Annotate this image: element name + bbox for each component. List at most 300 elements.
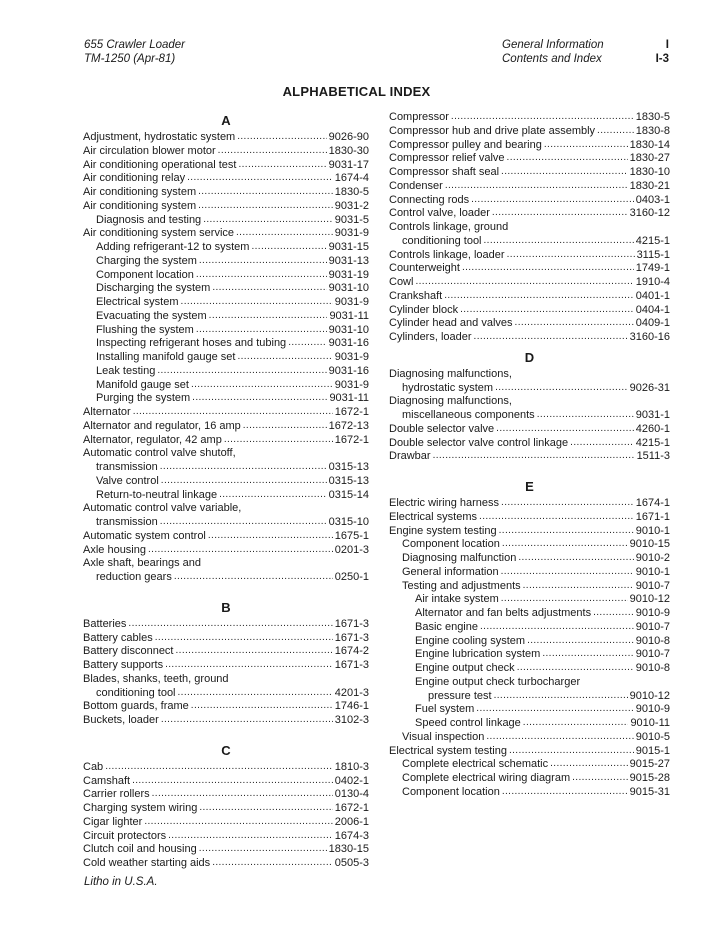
index-entry	[83, 392, 369, 406]
dot-leader	[187, 171, 333, 185]
index-entry	[389, 786, 670, 800]
index-entry	[389, 111, 670, 125]
entry-page-ref: 9010-7	[635, 579, 670, 592]
index-entry	[389, 621, 670, 635]
index-entry	[389, 497, 670, 511]
entry-topic: reduction gears	[96, 571, 172, 583]
index-entry	[83, 461, 369, 475]
entry-page-ref: 9031-9	[334, 351, 369, 363]
entry-topic: Complete electrical wiring diagram	[402, 772, 571, 784]
entry-topic: Air conditioning operational test	[83, 158, 237, 171]
entry-page-ref: 1672-1	[334, 802, 369, 814]
index-letter-heading: E	[525, 479, 534, 494]
dot-leader	[451, 110, 634, 124]
index-entry	[389, 607, 670, 621]
entry-page-ref: 9031-19	[328, 268, 369, 281]
entry-page-ref: 1830-8	[635, 124, 670, 137]
dot-leader	[165, 658, 333, 672]
index-entry	[389, 368, 670, 382]
index-entry	[83, 434, 369, 448]
dot-leader	[133, 405, 333, 419]
index-entry	[389, 580, 670, 594]
index-entry	[83, 816, 369, 830]
entry-topic: Controls linkage, ground	[389, 221, 509, 233]
entry-page-ref: 0201-3	[334, 543, 369, 556]
dot-leader	[523, 579, 634, 593]
entry-topic: Diagnosing malfunctions,	[389, 367, 512, 380]
entry-page-ref: 1830-21	[629, 179, 670, 192]
index-entry	[389, 125, 670, 139]
entry-page-ref: 9010-12	[629, 689, 670, 702]
index-entry	[83, 406, 369, 420]
dot-leader	[527, 634, 634, 648]
entry-topic: Engine system testing	[389, 524, 497, 537]
index-entry	[389, 382, 670, 396]
entry-page-ref: 0315-13	[328, 461, 369, 473]
entry-topic: Engine output check turbocharger	[415, 675, 581, 688]
dot-leader	[509, 744, 634, 758]
dot-leader	[471, 193, 634, 207]
index-entry	[83, 131, 369, 145]
dot-leader	[460, 303, 634, 317]
entry-topic: Component location	[96, 268, 194, 281]
dot-leader	[161, 713, 333, 727]
entry-page-ref: 9031-2	[334, 199, 369, 212]
entry-page-ref: 1830-10	[629, 166, 670, 178]
dot-leader	[199, 254, 327, 268]
dot-leader	[155, 631, 333, 645]
index-entry	[389, 745, 670, 759]
dot-leader	[208, 529, 333, 543]
index-entry	[83, 447, 369, 461]
dot-leader	[518, 551, 633, 565]
dot-leader	[160, 460, 327, 474]
entry-topic: Battery disconnect	[83, 645, 174, 658]
entry-page-ref: 1674-4	[334, 172, 369, 185]
dot-leader	[144, 815, 332, 829]
entry-page-ref: 9031-9	[334, 227, 369, 240]
index-entry	[83, 802, 369, 816]
index-entry	[83, 324, 369, 338]
index-column-right	[389, 111, 670, 800]
entry-page-ref: 9015-28	[629, 772, 670, 784]
index-entry	[83, 775, 369, 789]
dot-leader	[212, 856, 333, 870]
entry-page-ref: 0409-1	[635, 317, 670, 330]
entry-page-ref: 9031-16	[328, 364, 369, 377]
entry-page-ref: 1674-1	[635, 497, 670, 509]
index-entry	[83, 296, 369, 310]
entry-page-ref: 0505-3	[334, 857, 369, 869]
entry-page-ref: 3115-1	[636, 248, 670, 261]
index-entry	[389, 690, 670, 704]
dot-leader	[495, 381, 628, 395]
entry-topic: Automatic control valve variable,	[83, 502, 242, 515]
dot-leader	[160, 515, 327, 529]
dot-leader	[474, 330, 628, 344]
entry-topic: Air circulation blower motor	[83, 144, 216, 157]
index-entry	[83, 159, 369, 173]
dot-leader	[462, 261, 634, 275]
dot-leader	[502, 537, 628, 551]
index-entry	[389, 207, 670, 221]
dot-leader	[550, 757, 628, 771]
index-letter-heading: A	[221, 113, 231, 128]
index-entry	[83, 700, 369, 714]
entry-topic: Connecting rods	[389, 193, 470, 206]
entry-topic: Cab	[83, 760, 104, 773]
index-entry	[83, 530, 369, 544]
entry-page-ref: 1674-2	[334, 645, 369, 658]
entry-topic: Condenser	[389, 179, 443, 192]
entry-page-ref: 9010-1	[635, 524, 670, 537]
entry-topic: Alternator and regulator, 16 amp	[83, 419, 241, 432]
dot-leader	[479, 510, 634, 524]
index-entry	[83, 475, 369, 489]
entry-topic: Visual inspection	[402, 730, 485, 743]
dot-leader	[148, 543, 333, 557]
entry-topic: Component location	[402, 538, 500, 551]
dot-leader	[444, 289, 634, 303]
index-entry	[389, 450, 670, 464]
section-spacer	[389, 464, 670, 474]
entry-page-ref: 1830-14	[629, 138, 670, 151]
entry-page-ref: 9010-8	[635, 662, 670, 674]
index-entry	[389, 317, 670, 331]
index-entry	[389, 566, 670, 580]
subsection-title: Contents and Index	[502, 53, 602, 65]
index-entry	[389, 525, 670, 539]
dot-leader	[192, 391, 327, 405]
entry-page-ref: 0401-1	[635, 289, 670, 302]
header-right	[651, 38, 669, 66]
entry-topic: Cylinder block	[389, 303, 459, 316]
section-spacer	[83, 585, 369, 595]
entry-topic: Batteries	[83, 617, 127, 630]
index-entry	[83, 241, 369, 255]
dot-leader	[501, 496, 634, 510]
dot-leader	[501, 165, 628, 179]
entry-page-ref: 2006-1	[334, 815, 369, 828]
header-center	[502, 38, 604, 66]
entry-topic: Basic engine	[415, 620, 478, 633]
entry-topic: Axle shaft, bearings and	[83, 557, 202, 570]
entry-topic: Air conditioning system	[83, 186, 197, 198]
entry-topic: Axle housing	[83, 543, 146, 556]
entry-topic: Cowl	[389, 276, 414, 288]
entry-page-ref: 3102-3	[334, 714, 369, 726]
entry-topic: Discharging the system	[96, 282, 211, 295]
section-title: General Information	[502, 39, 604, 51]
entry-page-ref: 9031-10	[328, 323, 369, 336]
entry-page-ref: 9010-11	[630, 717, 670, 729]
entry-topic: Evacuating the system	[96, 309, 207, 322]
entry-topic: Cigar lighter	[83, 815, 143, 828]
entry-topic: Double selector valve	[389, 422, 495, 435]
dot-leader	[507, 248, 635, 262]
entry-page-ref: 1511-3	[636, 450, 670, 463]
index-entry	[389, 635, 670, 649]
dot-leader	[198, 199, 333, 213]
entry-topic: Alternator and fan belts adjustments	[415, 607, 592, 619]
entry-page-ref: 0315-14	[328, 488, 369, 501]
dot-leader	[542, 647, 633, 661]
entry-page-ref: 3160-12	[629, 207, 670, 220]
entry-topic: Flushing the system	[96, 323, 194, 336]
dot-leader	[288, 336, 326, 350]
dot-leader	[484, 234, 634, 248]
index-entry	[389, 676, 670, 690]
entry-topic: Air conditioning system	[83, 199, 197, 212]
entry-topic: Cylinders, loader	[389, 331, 472, 343]
entry-topic: transmission	[96, 516, 158, 528]
entry-topic: Compressor shaft seal	[389, 166, 500, 178]
entry-topic: Engine cooling system	[415, 634, 526, 647]
dot-leader	[181, 295, 333, 309]
index-entry	[83, 502, 369, 516]
dot-leader	[494, 689, 628, 703]
entry-topic: Fuel system	[415, 703, 475, 716]
entry-page-ref: 1810-3	[334, 760, 369, 773]
index-entry	[83, 714, 369, 728]
index-entry	[389, 166, 670, 180]
entry-page-ref: 9031-13	[328, 254, 369, 267]
entry-topic: Inspecting refrigerant hoses and tubing	[96, 337, 287, 350]
dot-leader	[128, 617, 332, 631]
index-letter-heading: D	[524, 349, 535, 365]
entry-topic: Counterweight	[389, 262, 460, 275]
entry-topic: Clutch coil and housing	[83, 843, 197, 856]
entry-topic: Electric wiring harness	[389, 497, 500, 509]
entry-page-ref: 1671-3	[334, 659, 369, 671]
entry-page-ref: 9010-2	[635, 552, 670, 564]
dot-leader	[238, 158, 326, 172]
index-entry	[389, 139, 670, 153]
entry-topic: Testing and adjustments	[402, 579, 521, 592]
manual-number: TM-1250 (Apr-81)	[84, 53, 176, 65]
entry-topic: Carrier rollers	[83, 788, 150, 801]
dot-leader	[415, 275, 633, 289]
entry-page-ref: 1749-1	[635, 262, 670, 275]
index-entry	[83, 145, 369, 159]
entry-topic: Crankshaft	[389, 289, 443, 302]
index-entry	[389, 538, 670, 552]
entry-page-ref: 1672-1	[334, 406, 369, 418]
index-entry	[389, 194, 670, 208]
index-entry	[389, 758, 670, 772]
index-entry	[389, 409, 670, 423]
index-entry	[389, 662, 670, 676]
entry-topic: Air conditioning relay	[83, 172, 186, 185]
manual-title: 655 Crawler Loader	[84, 39, 186, 51]
index-entry	[83, 255, 369, 269]
entry-topic: Automatic system control	[83, 529, 206, 542]
entry-topic: Engine lubrication system	[415, 648, 541, 661]
entry-topic: Battery cables	[83, 631, 153, 644]
entry-page-ref: 0404-1	[635, 303, 670, 316]
dot-leader	[237, 350, 332, 364]
index-entry	[389, 552, 670, 566]
entry-page-ref: 1910-4	[635, 276, 670, 288]
index-letter-heading: B	[221, 599, 231, 615]
entry-topic: Camshaft	[83, 774, 131, 787]
entry-page-ref: 4260-1	[635, 422, 670, 435]
dot-leader	[572, 771, 628, 785]
entry-topic: Engine output check	[415, 662, 515, 674]
index-entry	[389, 331, 670, 345]
index-letter-heading: C	[221, 742, 231, 758]
index-entry	[389, 276, 670, 290]
entry-topic: Manifold gauge set	[96, 378, 189, 391]
index-entry	[83, 632, 369, 646]
entry-topic: Air intake system	[415, 593, 499, 606]
dot-leader	[174, 570, 333, 584]
dot-leader	[219, 488, 327, 502]
entry-topic: Compressor	[389, 111, 449, 123]
entry-topic: Diagnosis and testing	[96, 213, 202, 226]
entry-page-ref: 1675-1	[334, 529, 369, 542]
entry-topic: Component location	[402, 785, 500, 798]
dot-leader	[593, 606, 634, 620]
entry-page-ref: 9010-15	[629, 538, 670, 551]
entry-topic: Installing manifold gauge set	[96, 351, 236, 363]
dot-leader	[496, 422, 634, 436]
index-entry	[389, 423, 670, 437]
entry-page-ref: 9010-7	[635, 648, 670, 661]
index-entry	[83, 687, 369, 701]
entry-topic: Blades, shanks, teeth, ground	[83, 672, 229, 685]
entry-topic: Compressor relief valve	[389, 152, 505, 165]
index-entry	[83, 788, 369, 802]
index-entry	[83, 557, 369, 571]
entry-topic: Circuit protectors	[83, 829, 167, 842]
footer-note: Litho in U.S.A.	[84, 876, 158, 888]
dot-leader	[445, 179, 628, 193]
index-entry	[83, 282, 369, 296]
dot-leader	[515, 316, 634, 330]
index-entry	[389, 262, 670, 276]
dot-leader	[224, 433, 333, 447]
entry-topic: Charging system wiring	[83, 802, 198, 814]
entry-page-ref: 9031-5	[334, 213, 369, 226]
dot-leader	[507, 151, 628, 165]
dot-leader	[209, 309, 328, 323]
dot-leader	[523, 716, 629, 730]
dot-leader	[198, 185, 333, 199]
dot-leader	[203, 213, 333, 227]
entry-page-ref: 1746-1	[334, 700, 369, 713]
entry-topic: Return-to-neutral linkage	[96, 488, 218, 501]
dot-leader	[501, 592, 628, 606]
entry-topic: Electrical systems	[389, 510, 478, 523]
index-entry	[83, 420, 369, 434]
entry-page-ref: 9031-11	[329, 392, 369, 405]
index-entry	[83, 857, 369, 871]
entry-topic: Adding refrigerant-12 to system	[96, 241, 250, 253]
entry-topic: Compressor hub and drive plate assembly	[389, 124, 596, 137]
entry-page-ref: 4215-1	[635, 436, 670, 449]
entry-page-ref: 9031-1	[635, 409, 670, 421]
entry-page-ref: 9015-1	[635, 744, 670, 757]
entry-page-ref: 9031-11	[329, 309, 369, 322]
entry-topic: Cylinder head and valves	[389, 317, 513, 330]
index-entry	[389, 395, 670, 409]
dot-leader	[537, 408, 634, 422]
index-entry	[83, 544, 369, 558]
entry-page-ref: 4215-1	[635, 234, 670, 247]
entry-topic: Diagnosing malfunctions,	[389, 395, 512, 408]
header-left	[84, 38, 185, 66]
entry-page-ref: 3160-16	[629, 331, 670, 343]
entry-page-ref: 1672-1	[334, 433, 369, 446]
entry-page-ref: 9026-90	[328, 131, 369, 143]
entry-topic: Air conditioning system service	[83, 227, 235, 240]
index-entry	[389, 772, 670, 786]
dot-leader	[570, 436, 634, 450]
entry-topic: Valve control	[96, 474, 159, 487]
page-number: I-3	[655, 53, 669, 65]
index-entry	[83, 200, 369, 214]
entry-topic: Drawbar	[389, 450, 431, 463]
index-entry	[389, 249, 670, 263]
index-entry	[83, 830, 369, 844]
index-entry	[83, 365, 369, 379]
entry-page-ref: 1830-27	[629, 152, 670, 165]
index-entry	[83, 351, 369, 365]
entry-page-ref: 1671-3	[334, 631, 369, 644]
dot-leader	[502, 785, 628, 799]
dot-leader	[251, 240, 326, 254]
entry-page-ref: 9031-15	[328, 241, 369, 253]
entry-page-ref: 1674-3	[334, 829, 369, 842]
entry-topic: General information	[402, 565, 499, 578]
entry-topic: Alternator	[83, 406, 131, 418]
index-entry	[83, 269, 369, 283]
dot-leader	[218, 144, 327, 158]
entry-topic: Electrical system	[96, 296, 179, 308]
entry-topic: Charging the system	[96, 254, 197, 267]
entry-page-ref: 1830-30	[328, 144, 369, 157]
entry-topic: Purging the system	[96, 392, 191, 405]
index-entry	[389, 703, 670, 717]
index-entry	[83, 379, 369, 393]
dot-leader	[517, 661, 634, 675]
index-entry	[389, 593, 670, 607]
entry-page-ref: 0250-1	[334, 571, 369, 583]
index-entry	[83, 673, 369, 687]
entry-topic: transmission	[96, 461, 158, 473]
entry-page-ref: 9010-8	[635, 634, 670, 647]
entry-page-ref: 0130-4	[334, 788, 369, 801]
index-entry	[83, 659, 369, 673]
index-entry	[389, 290, 670, 304]
entry-page-ref: 9026-31	[629, 381, 670, 394]
entry-page-ref: 1672-13	[328, 419, 369, 432]
index-entry	[83, 214, 369, 228]
dot-leader	[191, 699, 333, 713]
dot-leader	[196, 323, 327, 337]
dot-leader	[476, 702, 633, 716]
entry-topic: conditioning tool	[402, 234, 482, 247]
entry-page-ref: 9010-7	[635, 620, 670, 633]
entry-topic: Automatic control valve shutoff,	[83, 447, 236, 460]
entry-page-ref: 1830-5	[635, 111, 670, 123]
index-entry	[389, 152, 670, 166]
index-column-left	[83, 111, 369, 871]
entry-page-ref: 0315-13	[328, 474, 369, 487]
dot-leader	[176, 644, 333, 658]
entry-page-ref: 9031-17	[328, 158, 369, 171]
